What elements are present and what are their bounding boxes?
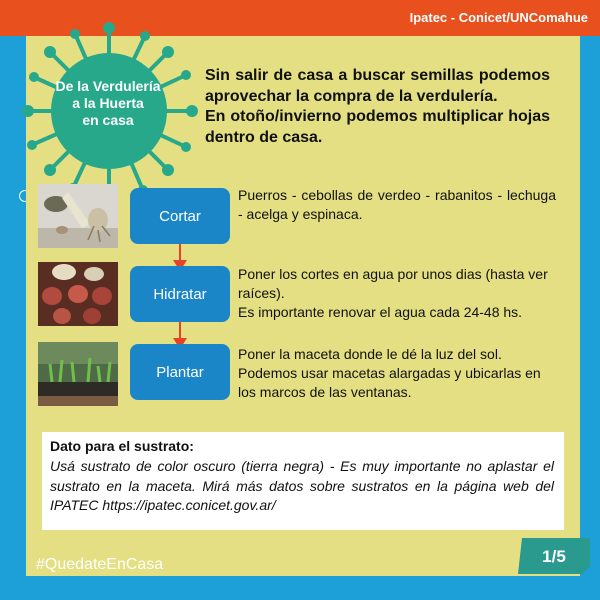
badge-line-1: De la Verdulería <box>55 78 161 94</box>
org-name: Ipatec - Conicet/UNComahue <box>409 10 588 25</box>
cut-vegetables-photo <box>38 184 118 248</box>
step-hidratar-text-1: Poner los cortes en agua por unos dias (hasta ver raíces). <box>238 266 548 301</box>
step-cortar-text: Puerros - cebollas de verdeo - rabanitos - lechuga - acelga y espinaca. <box>238 187 556 222</box>
hashtag: #QuedateEnCasa <box>36 556 164 573</box>
roots-in-water-photo <box>38 262 118 326</box>
step-hidratar-description <box>238 265 556 322</box>
step-plantar-text-1: Poner la maceta donde le dé la luz del sol. <box>238 346 502 362</box>
intro-paragraph-2: En otoño/invierno podemos multiplicar hojas dentro de casa. <box>205 108 550 146</box>
intro-text <box>205 66 550 148</box>
substrate-note <box>42 432 564 530</box>
note-body: Usá sustrato de color oscuro (tierra negra) - Es muy importante no aplastar el sustrato en la maceta. Mirá más datos sobre sustratos en la página web del IPATEC https://ipatec.conicet.gov.ar/ <box>50 458 554 513</box>
step-hidratar-button <box>130 266 230 322</box>
planter-photo <box>38 342 118 406</box>
step-cortar-label: Cortar <box>159 207 201 225</box>
step-plantar-label: Plantar <box>156 363 204 381</box>
step-hidratar-text-2: Es importante renovar el agua cada 24-48 hs. <box>238 304 523 320</box>
page-indicator: 1/5 <box>542 547 566 566</box>
step-plantar-description <box>238 345 556 402</box>
step-hidratar-label: Hidratar <box>153 285 207 303</box>
step-plantar-button <box>130 344 230 400</box>
badge-line-2: a la Huerta <box>72 95 144 111</box>
note-title: Dato para el sustrato: <box>50 438 194 454</box>
step-cortar-button <box>130 188 230 244</box>
intro-paragraph-1: Sin salir de casa a buscar semillas podemos aprovechar la compra de la verdulería. <box>205 67 550 105</box>
step-plantar-text-2: Podemos usar macetas alargadas y ubicarlas en los marcos de las ventanas. <box>238 365 541 400</box>
badge-title <box>52 78 164 129</box>
badge-line-3: en casa <box>82 112 134 128</box>
step-cortar-description <box>238 186 556 224</box>
